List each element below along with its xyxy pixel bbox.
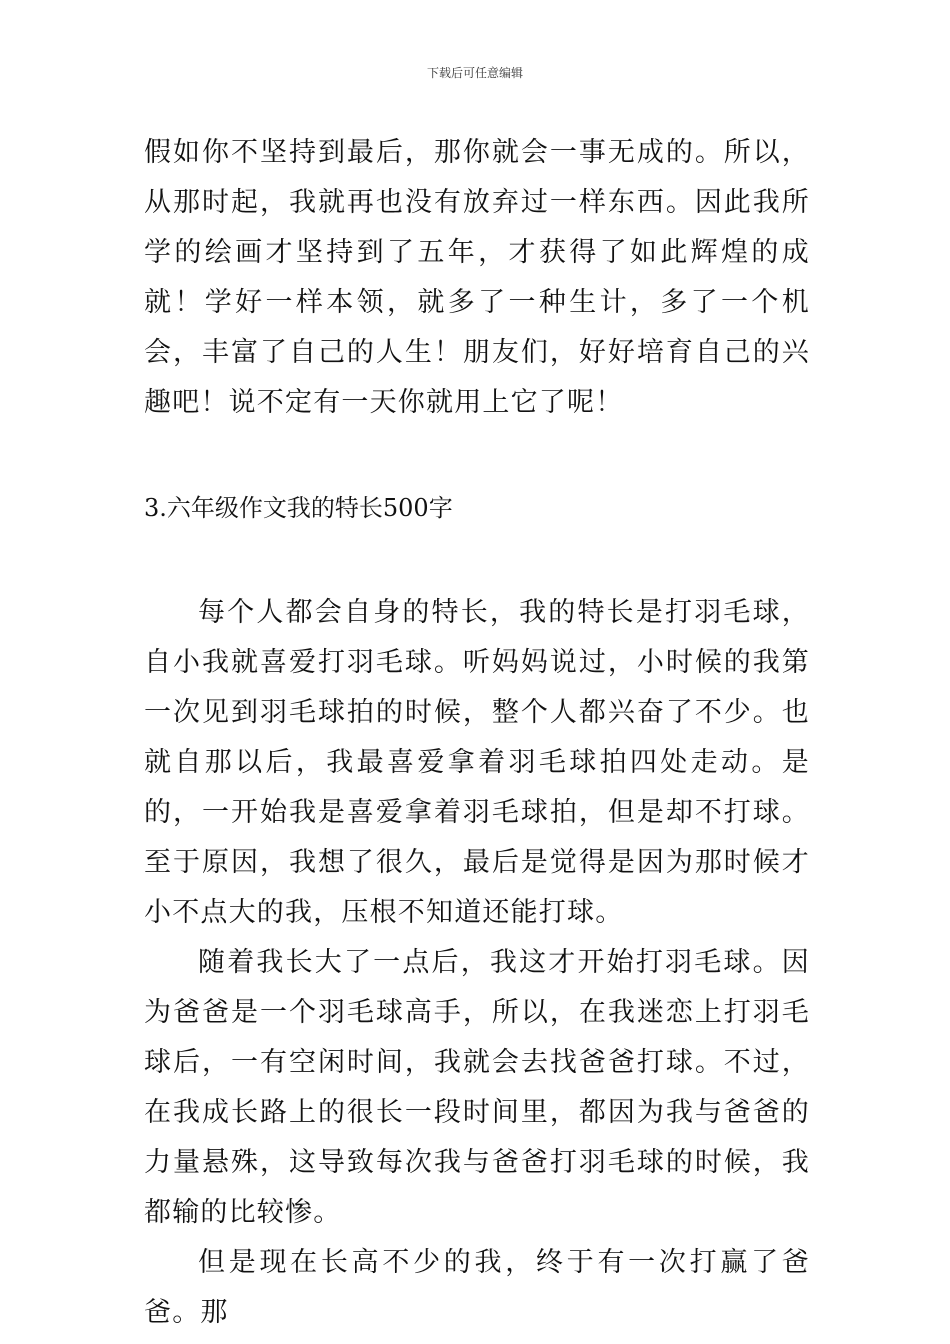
paragraph-growth: 随着我长大了一点后，我这才开始打羽毛球。因为爸爸是一个羽毛球高手，所以，在我迷恋上打羽毛球后，一有空闲时间，我就会去找爸爸打球。不过，在我成长路上的很长一段时间里，都因为我与爸爸的力量悬殊，这导致每次我与爸爸打羽毛球的时候，我都输的比较惨。 bbox=[144, 947, 810, 1228]
page-header: 下载后可任意编辑 bbox=[426, 66, 523, 80]
spacer bbox=[144, 428, 810, 483]
paragraph-continuation: 假如你不坚持到最后，那你就会一事无成的。所以，从那时起，我就再也没有放弃过一样东西。因此我所学的绘画才坚持到了五年，才获得了如此辉煌的成就！学好一样本领，就多了一种生计，多了一个机会，丰富了自己的人生！朋友们，好好培育自己的兴趣吧！说不定有一天你就用上它了呢！ bbox=[144, 137, 810, 418]
paragraph-victory: 但是现在长高不少的我，终于有一次打赢了爸爸。那 bbox=[144, 1247, 810, 1328]
spacer bbox=[144, 533, 810, 588]
document-body bbox=[144, 128, 810, 1338]
section-heading: 3.六年级作文我的特长500字 bbox=[144, 494, 453, 522]
paragraph-intro: 每个人都会自身的特长，我的特长是打羽毛球，自小我就喜爱打羽毛球。听妈妈说过，小时候的我第一次见到羽毛球拍的时候，整个人都兴奋了不少。也就自那以后，我最喜爱拿着羽毛球拍四处走动。是的，一开始我是喜爱拿着羽毛球拍，但是却不打球。至于原因，我想了很久，最后是觉得是因为那时候才小不点大的我，压根不知道还能打球。 bbox=[144, 597, 810, 928]
